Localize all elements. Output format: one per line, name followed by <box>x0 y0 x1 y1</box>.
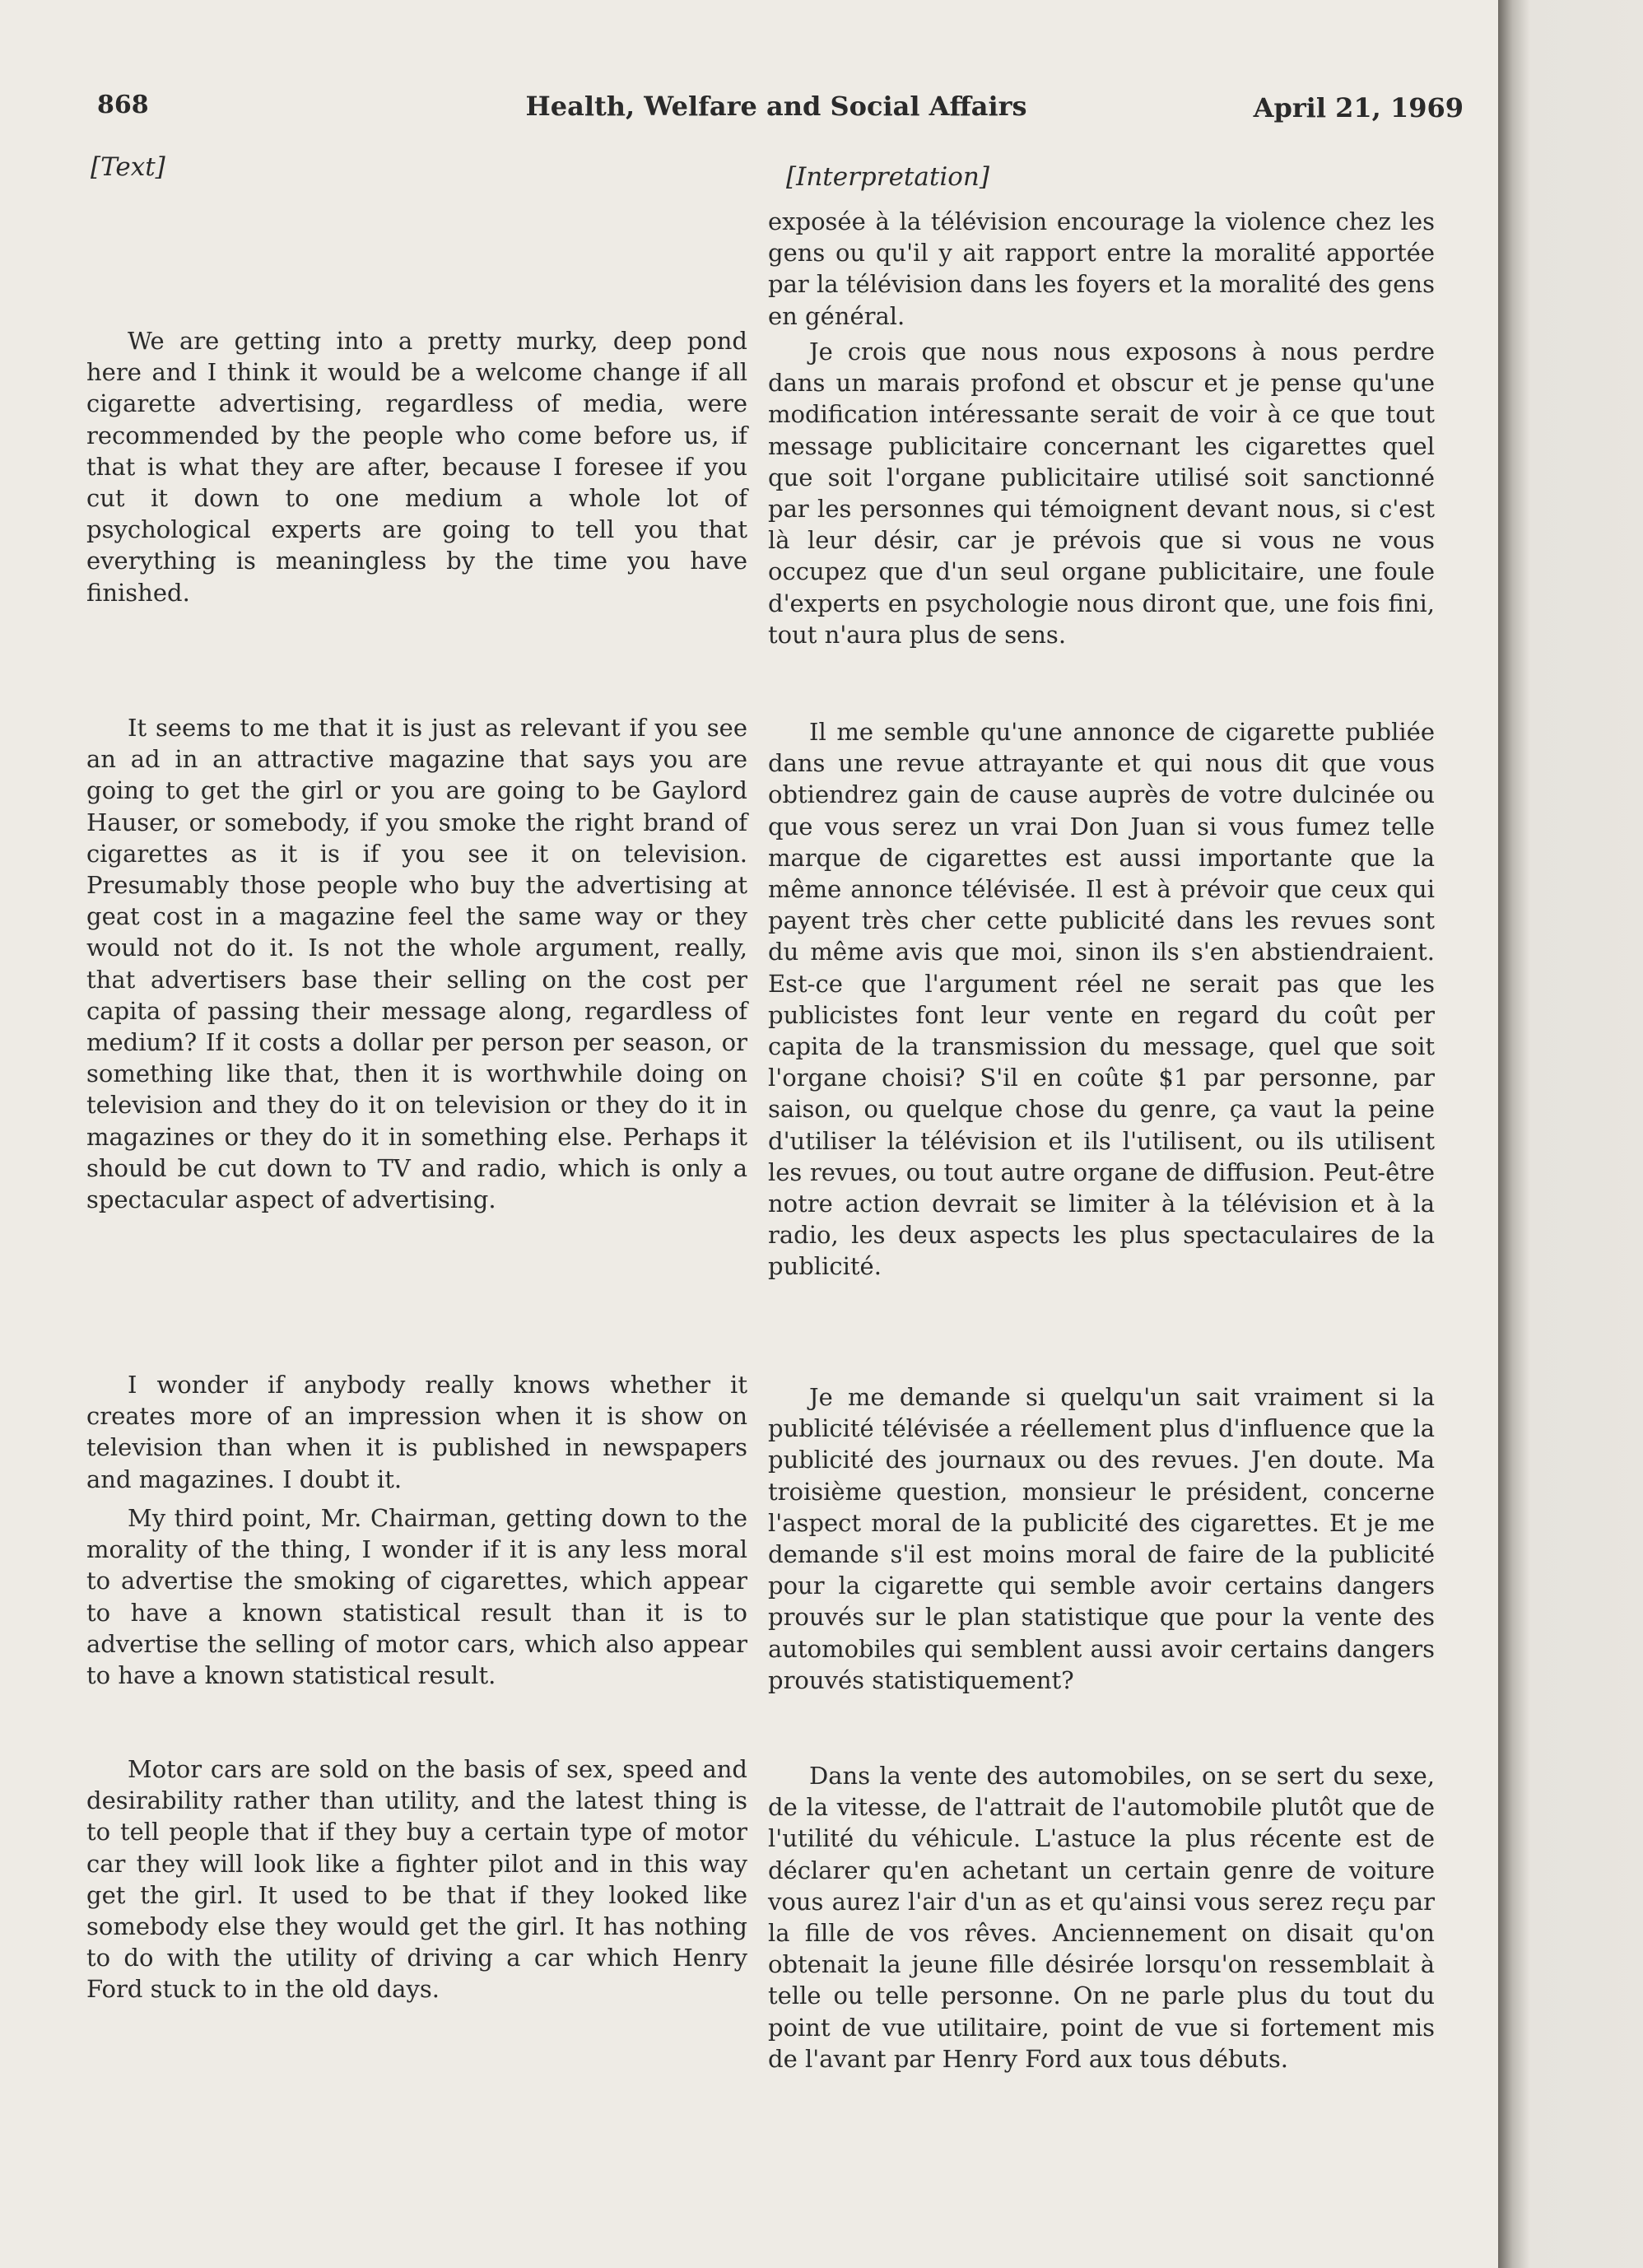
right-paragraph-4: Je me demande si quelqu'un sait vraiment si la publicité télévisée a réellement plus d'influence que la publicité des journaux ou des revues. J'en doute. Ma troisième question, monsieur le président, concerne l'aspect moral de la publicité des cigarettes. Et je me demande s'il est moins moral de faire de la publicité pour la cigarette qui semble avoir certains dangers prouvés sur le plan statistique que pour la vente des automobiles qui semblent aussi avoir certains dangers prouvés statistiquement? <box>768 1383 1435 1694</box>
right-paragraph-2: Je crois que nous nous exposons à nous perdre dans un marais profond et obscur et je pense qu'une modification intéressante serait de voir à ce que tout message publicitaire concernant les cigarettes quel que soit l'organe publicitaire utilisé soit sanctionné par les personnes qui témoignent devant nous, si c'est là leur désir, car je prévois que si vous ne vous occupez que d'un seul organe publicitaire, une foule d'experts en psychologie nous diront que, une fois fini, tout n'aura plus de sens. <box>768 338 1435 649</box>
running-title: Health, Welfare and Social Affairs <box>525 91 1027 122</box>
right-paragraph-1: exposée à la télévision encourage la violence chez les gens ou qu'il y ait rapport entre la moralité apportée par la télévision dans les foyers et la moralité des gens en général. <box>768 207 1435 330</box>
left-column-label: [Text] <box>91 152 165 182</box>
book-gutter <box>1498 0 1643 2268</box>
page-header <box>97 91 1464 132</box>
left-paragraph-1: We are getting into a pretty murky, deep pond here and I think it would be a welcome change if all cigarette advertising, regardless of media, were recommended by the people who come before us, if that is what they are after, because I foresee if you cut it down to one medium a whole lot of psychological experts are going to tell you that everything is meaningless by the time you have finished. <box>86 327 747 607</box>
left-paragraph-2: It seems to me that it is just as relevant if you see an ad in an attractive magazine that says you are going to get the girl or you are going to be Gaylord Hauser, or somebody, if you smoke the right brand of cigarettes as it is if you see it on television. Presumably those people who buy the advertising at geat cost in a magazine feel the same way or they would not do it. Is not the whole argument, really, that advertisers base their selling on the cost per capita of passing their message along, regardless of medium? If it costs a dollar per person per season, or something like that, then it is worthwhile doing on television and they do it on television or they do it in magazines or they do it in something else. Perhaps it should be cut down to TV and radio, which is only a spectacular aspect of advertising. <box>86 714 747 1214</box>
left-paragraph-3: I wonder if anybody really knows whether it creates more of an impression when it is show on television than when it is published in newspapers and magazines. I doubt it. <box>86 1371 747 1493</box>
right-column-label: [Interpretation] <box>786 162 989 192</box>
page-number: 868 <box>97 91 149 119</box>
left-paragraph-5: Motor cars are sold on the basis of sex, speed and desirability rather than utility, and the latest thing is to tell people that if they buy a certain type of motor car they will look like a fighter pilot and in this way get the girl. It used to be that if they looked like somebody else they would get the girl. It has nothing to do with the utility of driving a car which Henry Ford stuck to in the old days. <box>86 1755 747 2004</box>
right-paragraph-5: Dans la vente des automobiles, on se sert du sexe, de la vitesse, de l'attrait de l'automobile plutôt que de l'utilité du véhicule. L'astuce la plus récente est de déclarer qu'en achetant un certain genre de voiture vous aurez l'air d'un as et qu'ainsi vous serez reçu par la fille de vos rêves. Anciennement on disait qu'on obtenait la jeune fille désirée lorsqu'on ressemblait à telle ou telle personne. On ne parle plus du tout du point de vue utilitaire, point de vue si fortement mis de l'avant par Henry Ford aux tous débuts. <box>768 1762 1435 2073</box>
left-paragraph-4: My third point, Mr. Chairman, getting down to the morality of the thing, I wonder if it is any less moral to advertise the smoking of cigarettes, which appear to have a known statistical result than it is to advertise the selling of motor cars, which also appear to have a known statistical result. <box>86 1504 747 1690</box>
header-date: April 21, 1969 <box>1253 92 1464 123</box>
right-paragraph-3: Il me semble qu'une annonce de cigarette publiée dans une revue attrayante et qui nous dit que vous obtiendrez gain de cause auprès de votre dulcinée ou que vous serez un vrai Don Juan si vous fumez telle marque de cigarettes est aussi importante que la même annonce télévisée. Il est à prévoir que ceux qui payent très cher cette publicité dans les revues sont du même avis que moi, sinon ils s'en abstiendraient. Est-ce que l'argument réel ne serait pas que les publicistes font leur vente en regard du coût per capita de la transmission du message, quel que soit l'organe choisi? S'il en coûte $1 par personne, par saison, ou quelque chose du genre, ça vaut la peine d'utiliser la télévision et ils l'utilisent, ou ils utilisent les revues, ou tout autre organe de diffusion. Peut-être notre action devrait se limiter à la télévision et à la radio, les deux aspects les plus spectaculaires de la publicité. <box>768 718 1435 1281</box>
